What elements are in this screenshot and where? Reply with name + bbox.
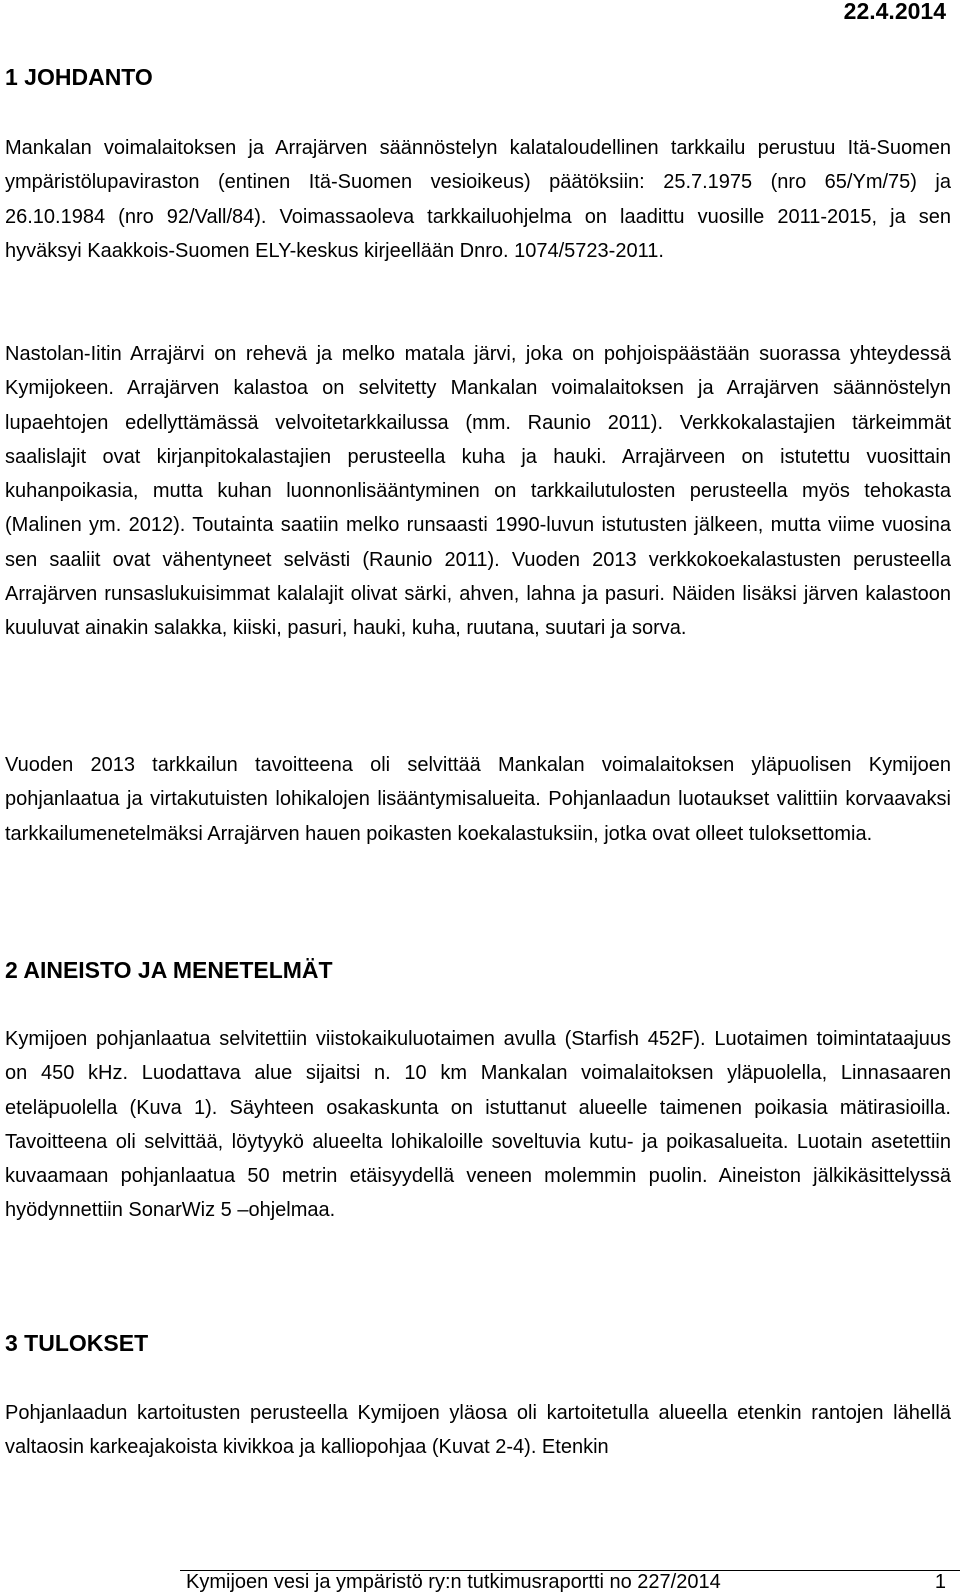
footer-report-title: Kymijoen vesi ja ympäristö ry:n tutkimusraportti no 227/2014 — [186, 1571, 721, 1593]
page-number: 1 — [934, 1571, 946, 1593]
heading-results: 3 TULOKSET — [5, 1330, 149, 1356]
results-paragraph-1: Pohjanlaadun kartoitusten perusteella Kymijoen yläosa oli kartoitetulla alueella etenkin rantojen lähellä valtaosin karkeajakoista kivikkoa ja kalliopohjaa (Kuvat 2-4). Etenkin — [5, 1402, 951, 1459]
intro-paragraph-2: Nastolan-Iitin Arrajärvi on rehevä ja melko matala järvi, joka on pohjoispäästään suorassa yhteydessä Kymijokeen. Arrajärven kalastoa on selvitetty Mankalan voimalaitoksen ja Arrajärven säännöstelyn lupaehtojen edellyttämässä velvoitetarkkailussa (mm. Raunio 2011). Verkkokalastajien tärkeimmät saalislajit ovat kirjanpitokalastajien perusteella kuha ja hauki. Arrajärveen on istutettu vuosittain kuhanpoikasia, mutta kuhan luonnonlisääntyminen on tarkkailutulosten perusteella myös tehokasta (Malinen ym. 2012). Toutainta saatiin melko runsaasti 1990-luvun istutusten jälkeen, mutta viime vuosina sen saaliit ovat vähentyneet selvästi (Raunio 2011). Vuoden 2013 verkkokoekalastusten perusteella Arrajärven runsaslukuisimmat kalalajit olivat särki, ahven, lahna ja pasuri. Näiden lisäksi järven kalastoon kuuluvat ainakin salakka, kiiski, pasuri, hauki, kuha, ruutana, suutari ja sorva. — [5, 343, 951, 640]
heading-introduction: 1 JOHDANTO — [5, 64, 153, 90]
heading-methods: 2 AINEISTO JA MENETELMÄT — [5, 957, 333, 983]
intro-paragraph-3: Vuoden 2013 tarkkailun tavoitteena oli selvittää Mankalan voimalaitoksen yläpuolisen Kymijoen pohjanlaatua ja virtakutuisten lohikalojen lisääntymisalueita. Pohjanlaadun luotaukset valittiin korvaavaksi tarkkailumenetelmäksi Arrajärven hauen poikasten koekalastuksiin, jotka ovat olleet tuloksettomia. — [5, 754, 951, 845]
document-date: 22.4.2014 — [843, 0, 946, 24]
methods-paragraph-1: Kymijoen pohjanlaatua selvitettiin viistokaikuluotaimen avulla (Starfish 452F). Luotaimen toimintataajuus on 450 kHz. Luodattava alue sijaitsi n. 10 km Mankalan voimalaitoksen yläpuolella, Linnasaaren eteläpuolella (Kuva 1). Säyhteen osakaskunta on istuttanut alueelle taimenen poikasia mätirasioilla. Tavoitteena oli selvittää, löytyykö alueelta lohikaloille soveltuvia kutu- ja poikasalueita. Luotain asetettiin kuvaamaan pohjanlaatua 50 metrin etäisyydellä veneen molemmin puolin. Aineiston jälkikäsittelyssä hyödynnettiin SonarWiz 5 –ohjelmaa. — [5, 1028, 951, 1222]
intro-paragraph-1: Mankalan voimalaitoksen ja Arrajärven säännöstelyn kalataloudellinen tarkkailu perustuu Itä-Suomen ympäristölupaviraston (entinen Itä-Suomen vesioikeus) päätöksiin: 25.7.1975 (nro 65/Ym/75) ja 26.10.1984 (nro 92/Vall/84). Voimassaoleva tarkkailuohjelma on laadittu vuosille 2011-2015, ja sen hyväksyi Kaakkois-Suomen ELY-keskus kirjeellään Dnro. 1074/5723-2011. — [5, 137, 951, 262]
